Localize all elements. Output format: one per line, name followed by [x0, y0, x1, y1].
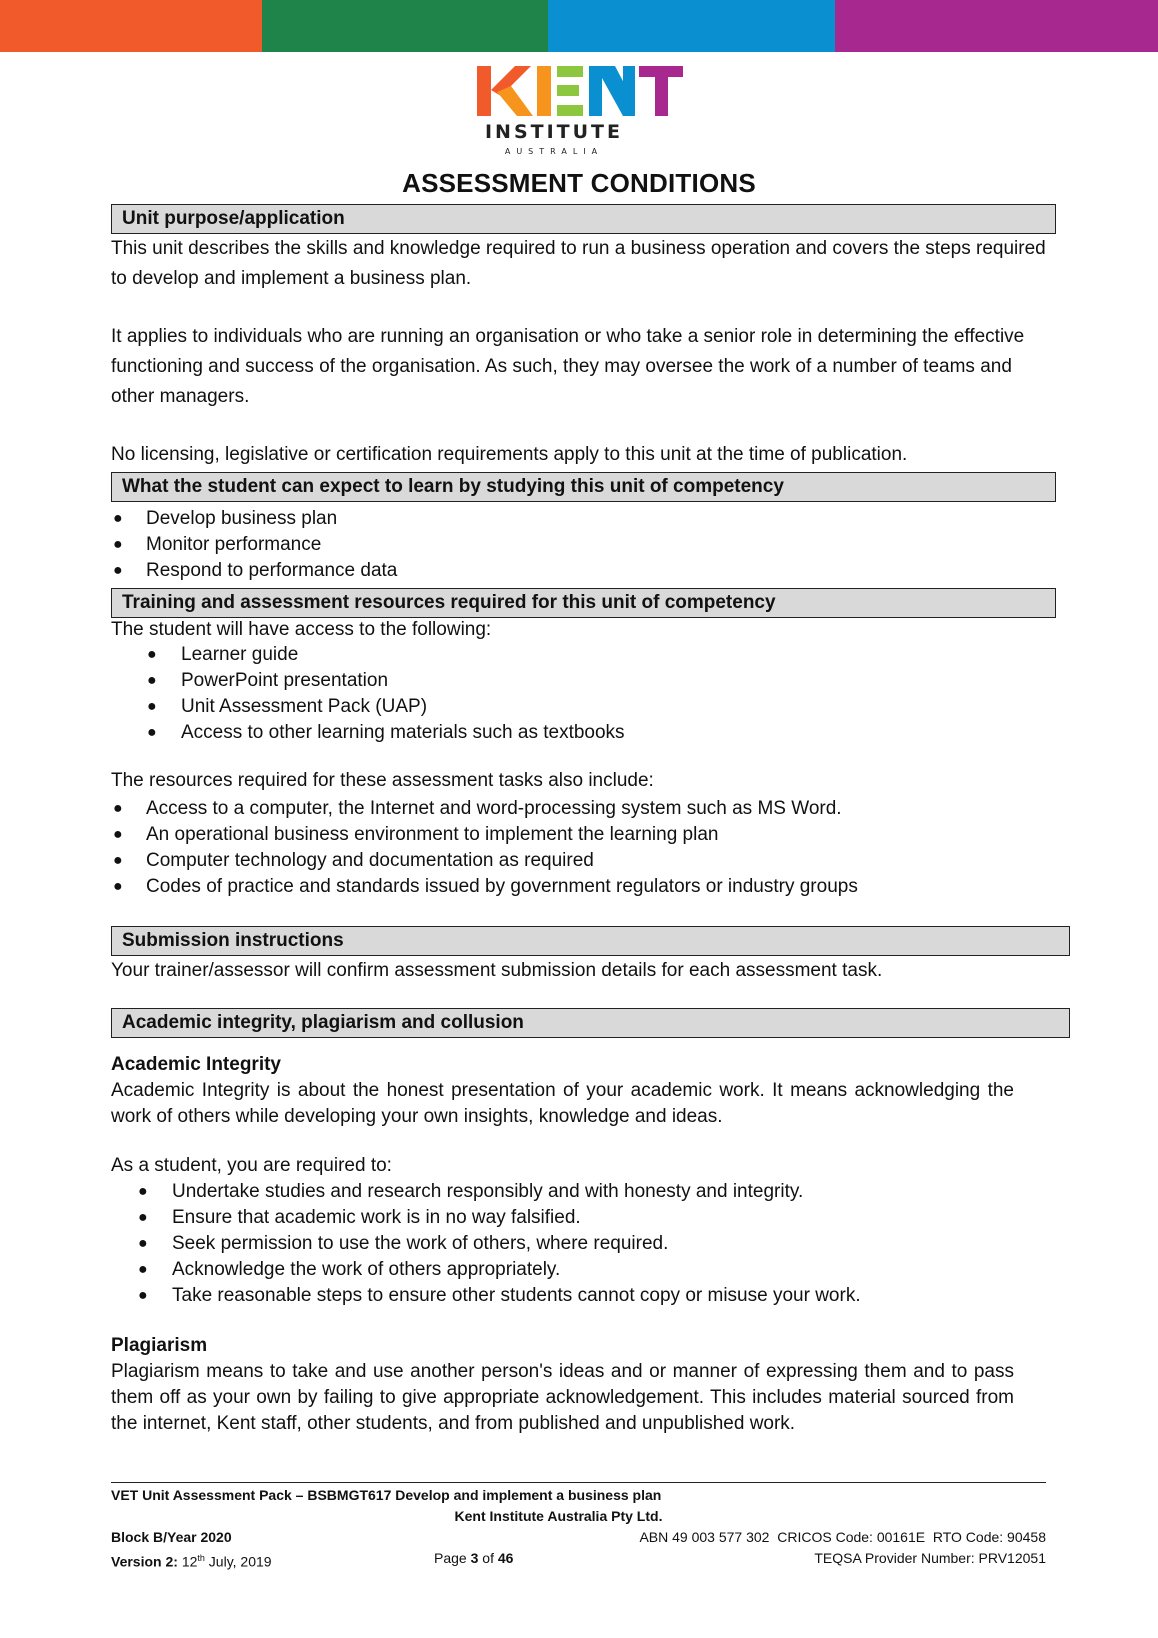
bullet-icon: ●: [147, 698, 157, 715]
bullet-icon: ●: [113, 536, 123, 553]
logo-letter-n: [589, 66, 635, 116]
footer-abn: ABN 49 003 577 302 CRICOS Code: 00161E RTO Code: 90458: [639, 1529, 1046, 1545]
section-header-resources: Training and assessment resources required for this unit of competency: [111, 588, 1056, 618]
list-item: [111, 1231, 1056, 1257]
list-item: [111, 1283, 1056, 1309]
bullet-icon: ●: [138, 1287, 148, 1304]
footer-teqsa: TEQSA Provider Number: PRV12051: [814, 1550, 1046, 1566]
stripe-green: [262, 0, 548, 52]
list-item-text: PowerPoint presentation: [181, 670, 389, 691]
bullet-icon: ●: [138, 1183, 148, 1200]
purpose-paragraph: This unit describes the skills and knowledge required to run a business operation and covers the steps required to develop and implement a business plan.: [111, 238, 1046, 289]
list-item: [111, 558, 1056, 584]
list-item-text: Unit Assessment Pack (UAP): [181, 696, 428, 717]
page-footer: [111, 1482, 1046, 1569]
list-item: [111, 822, 1056, 848]
list-item-text: An operational business environment to implement the learning plan: [146, 824, 719, 845]
purpose-paragraph: It applies to individuals who are running an organisation or who take a senior role in determining the effective functioning and success of the organisation. As such, they may oversee the work of a number of teams and other managers.: [111, 326, 1025, 407]
list-item: [111, 532, 1056, 558]
student-requirements-list: [111, 1179, 1056, 1309]
resources-list: [111, 642, 1056, 746]
list-item-text: Learner guide: [181, 644, 299, 665]
logo-country: AUSTRALIA: [504, 147, 604, 156]
learning-outcomes-list: [111, 506, 1056, 584]
list-item-text: Access to a computer, the Internet and word-processing system such as MS Word.: [146, 798, 842, 819]
page-current: 3: [470, 1550, 479, 1566]
section-header-learning-outcomes: What the student can expect to learn by studying this unit of competency: [111, 472, 1056, 502]
footer-block: Block B/Year 2020: [111, 1529, 232, 1545]
kent-institute-logo: [475, 64, 685, 164]
requirements-intro: As a student, you are required to:: [111, 1155, 392, 1176]
version-date: July, 2019: [204, 1553, 272, 1570]
list-item-text: Access to other learning materials such as textbooks: [181, 722, 625, 743]
bullet-icon: ●: [113, 562, 123, 579]
list-item: [111, 1205, 1056, 1231]
list-item: [111, 874, 1056, 900]
bullet-icon: ●: [113, 510, 123, 527]
logo-letter-k: [477, 66, 533, 116]
list-item: [111, 848, 1056, 874]
list-item: [111, 668, 1056, 694]
logo-letter-e: [557, 66, 583, 116]
page-title: ASSESSMENT CONDITIONS: [402, 168, 756, 198]
section-header-submission: Submission instructions: [111, 926, 1070, 956]
assessment-resources-list: [111, 796, 1056, 900]
list-item: [111, 694, 1056, 720]
list-item-text: Codes of practice and standards issued by government regulators or industry groups: [146, 876, 858, 897]
resources-intro: The student will have access to the following:: [111, 619, 492, 640]
list-item: [111, 720, 1056, 746]
list-item-text: Acknowledge the work of others appropriately.: [172, 1259, 561, 1280]
subheading-academic-integrity: Academic Integrity: [111, 1054, 281, 1075]
section-header-unit-purpose: Unit purpose/application: [111, 204, 1056, 234]
footer-version: [111, 1548, 272, 1573]
list-item: [111, 1257, 1056, 1283]
list-item-text: Seek permission to use the work of others, where required.: [172, 1233, 669, 1254]
list-item-text: Ensure that academic work is in no way falsified.: [172, 1207, 581, 1228]
stripe-blue: [548, 0, 835, 52]
bullet-icon: ●: [113, 878, 123, 895]
version-day: 12: [181, 1553, 198, 1570]
bullet-icon: ●: [113, 852, 123, 869]
brand-color-stripe: [0, 0, 1158, 52]
bullet-icon: ●: [138, 1261, 148, 1278]
logo-letter-t: [639, 66, 683, 116]
list-item-text: Develop business plan: [146, 508, 338, 529]
academic-integrity-text: Academic Integrity is about the honest presentation of your academic work. It means acknowledging the work of others while developing your own insights, knowledge and ideas.: [111, 1080, 1014, 1127]
bullet-icon: ●: [138, 1209, 148, 1226]
version-suffix: th: [197, 1553, 205, 1563]
page-word: Page: [434, 1550, 467, 1566]
bullet-icon: ●: [147, 724, 157, 741]
list-item-text: Undertake studies and research responsibly and with honesty and integrity.: [172, 1181, 804, 1202]
stripe-purple: [835, 0, 1158, 52]
bullet-icon: ●: [113, 800, 123, 817]
list-item-text: Take reasonable steps to ensure other students cannot copy or misuse your work.: [172, 1285, 861, 1306]
footer-company: Kent Institute Australia Pty Ltd.: [454, 1508, 663, 1524]
list-item-text: Respond to performance data: [146, 560, 398, 581]
bullet-icon: ●: [113, 826, 123, 843]
logo-letter-i: [537, 66, 551, 116]
bullet-icon: ●: [138, 1235, 148, 1252]
subheading-plagiarism: Plagiarism: [111, 1335, 208, 1356]
stripe-orange: [0, 0, 262, 52]
list-item: [111, 1179, 1056, 1205]
section-header-academic-integrity: Academic integrity, plagiarism and collusion: [111, 1008, 1070, 1038]
bullet-icon: ●: [147, 646, 157, 663]
resources-intro-2: The resources required for these assessment tasks also include:: [111, 770, 654, 791]
bullet-icon: ●: [147, 672, 157, 689]
footer-divider: [111, 1482, 1046, 1483]
list-item: [111, 642, 1056, 668]
page-of: of: [482, 1550, 494, 1566]
list-item-text: Computer technology and documentation as required: [146, 850, 594, 871]
footer-page-number: [434, 1548, 513, 1569]
list-item: [111, 796, 1056, 822]
version-label: Version 2:: [111, 1553, 178, 1570]
document-body: [111, 204, 1056, 1437]
page-total: 46: [497, 1550, 514, 1566]
list-item: [111, 506, 1056, 532]
list-item-text: Monitor performance: [146, 534, 322, 555]
logo-subtitle: INSTITUTE: [484, 121, 624, 143]
plagiarism-text: Plagiarism means to take and use another person's ideas and or manner of expressing them and to pass them off as your own by failing to give appropriate acknowledgement. This includes material sourced from the internet, Kent staff, other students, and from published and unpublished work.: [111, 1361, 1014, 1434]
submission-text: Your trainer/assessor will confirm assessment submission details for each assessment task.: [111, 960, 883, 981]
footer-unit-line: VET Unit Assessment Pack – BSBMGT617 Develop and implement a business plan: [111, 1487, 662, 1503]
purpose-paragraph: No licensing, legislative or certification requirements apply to this unit at the time of publication.: [111, 444, 908, 465]
